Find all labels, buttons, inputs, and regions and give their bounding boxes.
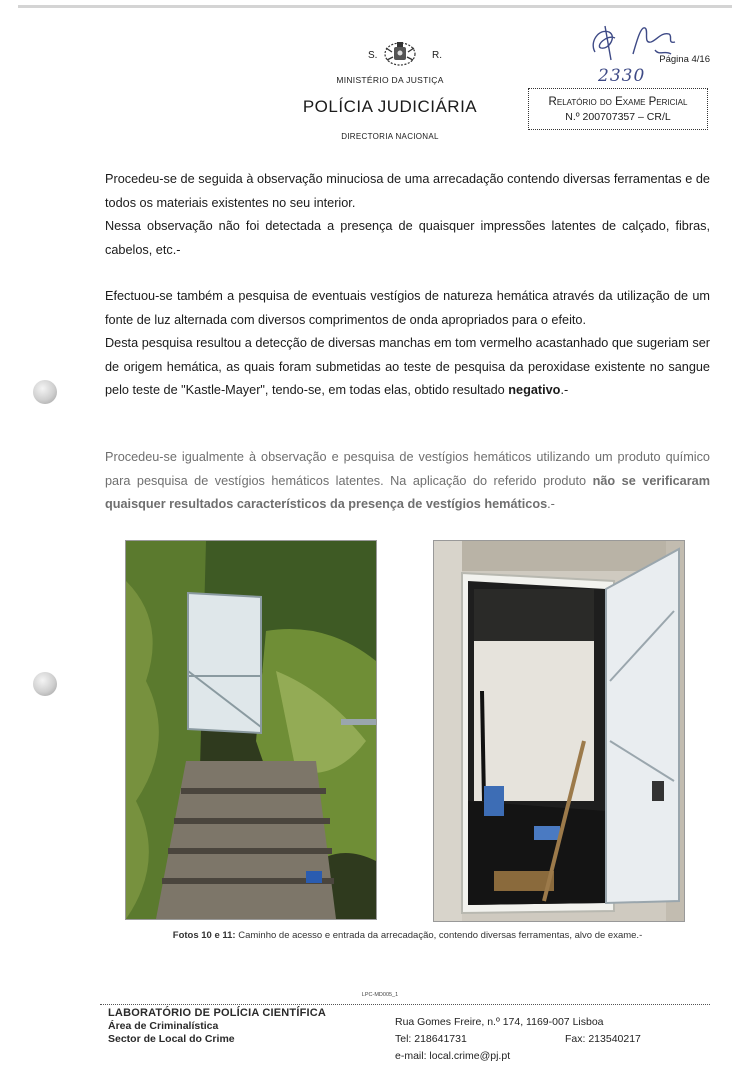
telephone: Tel: 218641731	[395, 1033, 467, 1045]
report-title: Relatório do Exame Pericial	[548, 96, 688, 108]
paragraph-2a: Efectuou-se também a pesquisa de eventuais vestígios de natureza hemática através da utilização de um fonte de luz alternada com diversos comprimentos de onda apropriados para o efeito.	[105, 289, 710, 327]
form-code: LPC-MD005_1	[361, 992, 399, 998]
email-link[interactable]: e-mail: local.crime@pj.pt	[395, 1050, 511, 1062]
directorate-label: DIRECTORIA NACIONAL	[341, 132, 439, 141]
contact-block	[395, 1014, 715, 1065]
paragraph-1a: Procedeu-se de seguida à observação minuciosa de uma arrecadação contendo diversas ferramentas e de todos os materiais existentes no seu interior.	[105, 172, 710, 210]
paragraph-3-end: .-	[547, 497, 555, 511]
paragraph-2b-end: .-	[560, 383, 569, 397]
caption-text: Caminho de acesso e entrada da arrecadação, contendo diversas ferramentas, alvo de exame.-	[235, 930, 643, 941]
lab-line-2: Área de Criminalística	[108, 1020, 219, 1032]
paragraph-1b: Nessa observação não foi detectada a presença de quaisquer impressões latentes de calçado, fibras, cabelos, etc.-	[105, 219, 710, 257]
paragraph-3-text: Procedeu-se igualmente à observação e pesquisa de vestígios hemáticos utilizando um produto químico para pesquisa de vestígios hemáticos latentes. Na aplicação do referido produto	[105, 450, 710, 488]
agency-title: POLÍCIA JUDICIÁRIA	[302, 97, 478, 116]
report-reference-box	[528, 88, 708, 130]
photos-caption	[105, 930, 710, 941]
paragraph-3-bold: não se verificaram quaisquer resultados característicos da presença de vestígios hemáticos	[105, 473, 710, 511]
crest-right-letter: R.	[432, 50, 442, 61]
crest-left-letter: S.	[368, 50, 378, 61]
coat-of-arms-icon	[382, 38, 418, 68]
punch-hole-top	[33, 380, 57, 404]
ministry-label: MINISTÉRIO DA JUSTIÇA	[336, 75, 444, 85]
phone-fax-row	[395, 1031, 715, 1048]
top-border-line	[18, 5, 732, 8]
paragraph-2b	[105, 332, 710, 403]
punch-hole-bottom	[33, 672, 57, 696]
photo-11-shed-entrance	[433, 540, 685, 922]
fax: Fax: 213540217	[565, 1033, 641, 1045]
lab-name-block	[108, 1007, 348, 1046]
lab-line-1: LABORATÓRIO DE POLÍCIA CIENTÍFICA	[108, 1007, 327, 1019]
paragraph-3	[105, 446, 710, 517]
crest	[330, 38, 470, 68]
paragraph-2b-text: Desta pesquisa resultou a detecção de diversas manchas em tom vermelho acastanhado que sugeriam ser de origem hemática, as quais foram submetidas ao teste de pesquisa da peroxidase existente no sangue pelo teste de "Kastle-Mayer", tendo-se, em todas elas, obtido resultado	[105, 336, 710, 397]
caption-label: Fotos 10 e 11:	[172, 930, 236, 941]
paragraph-2	[105, 285, 710, 403]
footer-divider	[100, 1004, 710, 1005]
lab-line-3: Sector de Local do Crime	[108, 1033, 235, 1045]
page-number: Página 4/16	[659, 54, 710, 65]
address-line: Rua Gomes Freire, n.º 174, 1169-007 Lisboa	[395, 1016, 604, 1028]
result-negative: negativo	[508, 383, 561, 397]
report-number: N.º 200707357 – CR/L	[565, 111, 671, 123]
handwritten-number: 2330	[598, 66, 646, 86]
photo-10-garden-path	[125, 540, 377, 920]
paragraph-1	[105, 168, 710, 262]
